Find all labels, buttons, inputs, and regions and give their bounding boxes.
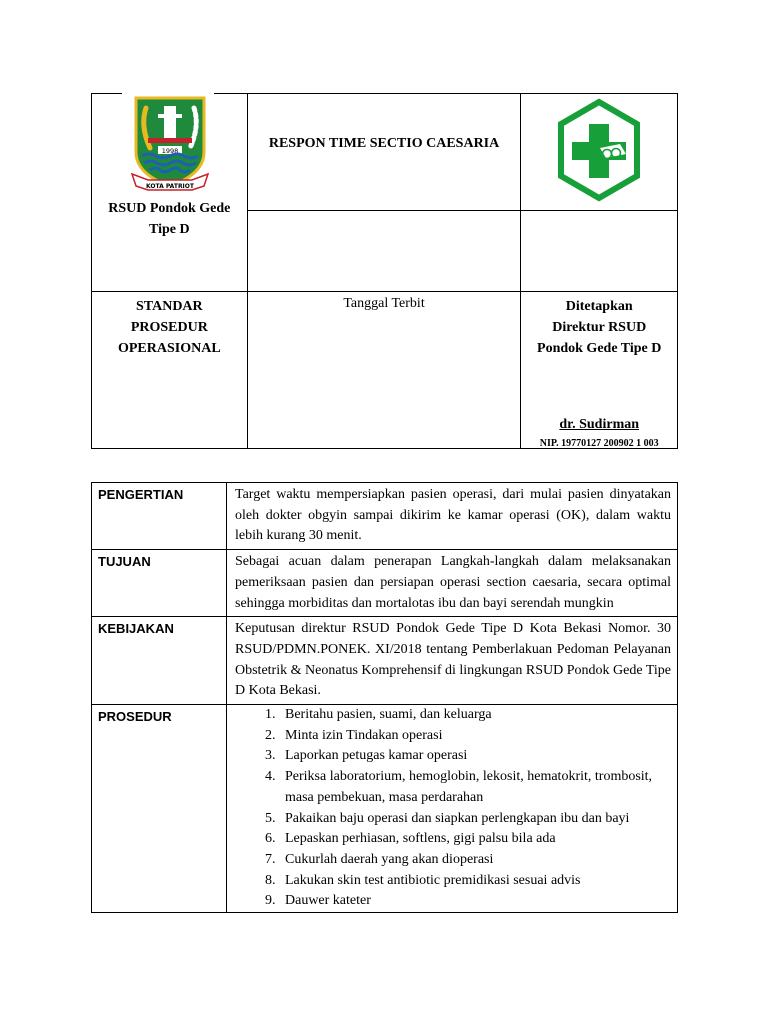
hospital-name-line1: RSUD Pondok Gede — [108, 201, 231, 216]
list-item: 1. Beritahu pasien, suami, dan keluarga — [279, 705, 671, 726]
section-row-prosedur — [92, 705, 678, 913]
svg-text:KOTA PATRIOT: KOTA PATRIOT — [145, 183, 195, 190]
sop-label-line2: PROSEDUR — [130, 320, 208, 335]
section-label: KEBIJAKAN — [92, 617, 227, 705]
list-item: 5. Pakaikan baju operasi dan siapkan perlengkapan ibu dan bayi — [279, 809, 671, 830]
hospital-name — [92, 198, 247, 240]
list-item: 8. Lakukan skin test antibiotic premidikasi sesuai advis — [279, 871, 671, 892]
city-bekasi-emblem-icon — [128, 94, 212, 194]
list-item: 6. Lepaskan perhiasan, softlens, gigi palsu bila ada — [279, 829, 671, 850]
procedure-steps-list — [235, 705, 671, 912]
sop-label-line1: STANDAR — [136, 299, 203, 314]
list-item: 7. Cukurlah daerah yang akan dioperasi — [279, 850, 671, 871]
section-label: PROSEDUR — [92, 705, 227, 913]
sop-header-table — [91, 93, 678, 449]
hospital-identity-cell — [92, 94, 248, 292]
section-text: Keputusan direktur RSUD Pondok Gede Tipe D Kota Bekasi Nomor. 30 RSUD/PDMN.PONEK. XI/2018 tentang Pemberlakuan Pedoman Pelayanan Obstetrik & Neonatus Komprehensif di lingkungan RSUD Pondok Gede Tipe D Kota Bekasi. — [227, 617, 678, 705]
section-text: Target waktu mempersiapkan pasien operasi, dari mulai pasien dinyatakan oleh dokter obgyin sampai dikirim ke kamar operasi (OK), dalam waktu lebih kurang 30 menit. — [227, 483, 678, 550]
list-item: 9. Dauwer kateter — [279, 891, 671, 912]
approval-cell — [521, 292, 678, 449]
list-item: 2. Minta izin Tindakan operasi — [279, 726, 671, 747]
section-label: TUJUAN — [92, 550, 227, 617]
sop-label-line3: OPERASIONAL — [117, 341, 221, 356]
hospital-logo-cell — [521, 94, 678, 211]
director-nip: NIP. 19770127 200902 1 003 — [539, 438, 659, 449]
section-row-kebijakan — [92, 617, 678, 705]
procedure-steps-cell — [227, 705, 678, 913]
empty-header-cell — [247, 211, 521, 292]
section-row-tujuan — [92, 550, 678, 617]
section-text: Sebagai acuan dalam penerapan Langkah-langkah dalam melaksanakan pemeriksaan pasien dan persiapan operasi section caesaria, secara optimal sehingga morbiditas dan mortalotas ibu dan bayi serendah mungkin — [227, 550, 678, 617]
approval-line3: Pondok Gede Tipe D — [537, 341, 662, 356]
issue-date-label: Tanggal Terbit — [247, 292, 521, 449]
sop-content-table — [91, 482, 678, 913]
approval-line1: Ditetapkan — [565, 299, 633, 314]
approval-line2: Direktur RSUD — [552, 320, 647, 335]
director-name: dr. Sudirman — [559, 417, 640, 432]
svg-text:1998: 1998 — [161, 147, 179, 155]
list-item: 3. Laporkan petugas kamar operasi — [279, 746, 671, 767]
section-label: PENGERTIAN — [92, 483, 227, 550]
sop-label — [92, 292, 248, 449]
section-row-pengertian — [92, 483, 678, 550]
list-item: 4. Periksa laboratorium, hemoglobin, lekosit, hematokrit, trombosit, masa pembekuan, masa perdarahan — [279, 767, 671, 808]
document-title: RESPON TIME SECTIO CAESARIA — [247, 94, 521, 211]
hospital-name-line2: Tipe D — [149, 222, 190, 237]
hospital-cross-logo-icon — [554, 98, 644, 204]
empty-header-cell — [521, 211, 678, 292]
